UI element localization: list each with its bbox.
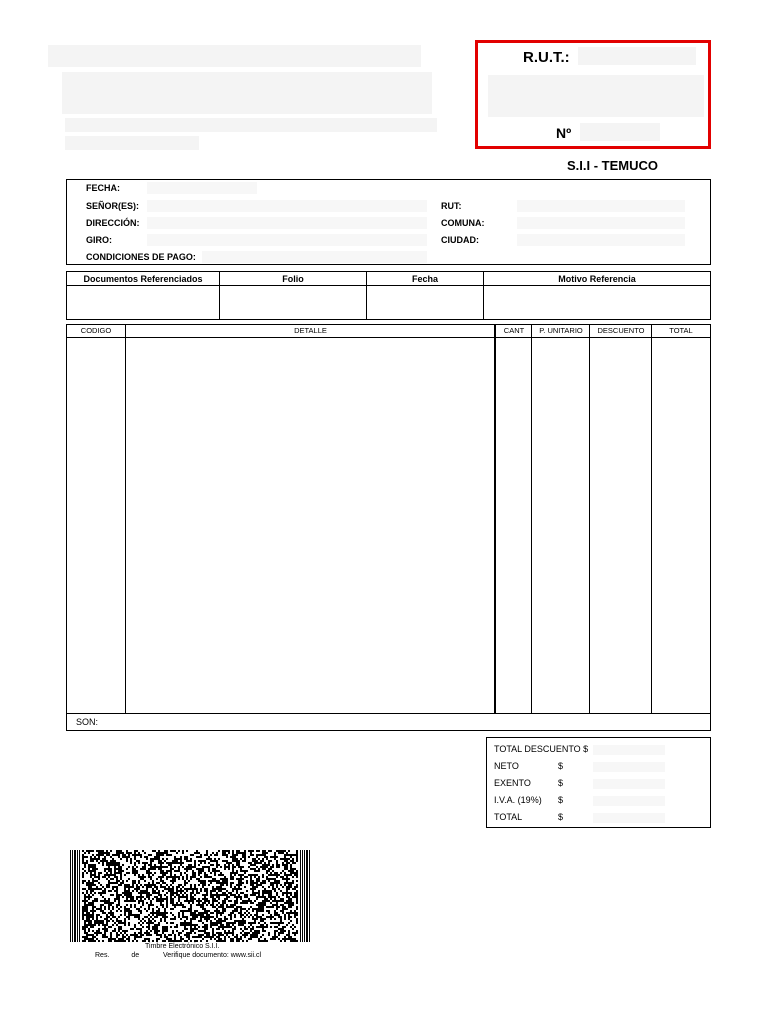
detail-header-row: [67, 325, 710, 338]
fecha-value-redacted: [147, 182, 257, 194]
col-divider: [494, 325, 496, 713]
detail-table: [66, 324, 711, 731]
resolution-line: [95, 952, 261, 959]
giro-label: GIRO:: [86, 235, 112, 245]
ref-cell: [367, 286, 484, 320]
ref-cell: [220, 286, 367, 320]
emitter-name-redacted: [48, 45, 421, 67]
references-empty-row: [67, 286, 711, 320]
res-label: Res.: [95, 952, 110, 959]
client-info-box: [66, 179, 711, 265]
senores-label: SEÑOR(ES):: [86, 201, 140, 211]
col-divider: [531, 325, 532, 713]
rut-label: R.U.T.:: [523, 49, 570, 66]
iva-label: I.V.A. (19%): [494, 795, 542, 805]
senores-value-redacted: [147, 200, 427, 212]
ref-col-documentos: Documentos Referenciados: [67, 272, 220, 286]
exento-label: EXENTO: [494, 778, 531, 788]
neto-label: NETO: [494, 761, 519, 771]
pdf417-barcode: [70, 850, 310, 942]
iva-value-redacted: [593, 796, 665, 806]
total-label: TOTAL: [494, 812, 523, 822]
neto-value-redacted: [593, 762, 665, 772]
exento-currency: $: [558, 778, 564, 788]
references-table: [66, 271, 711, 320]
iva-currency: $: [558, 795, 564, 805]
ciudad-label: CIUDAD:: [441, 235, 479, 245]
ref-col-motivo: Motivo Referencia: [484, 272, 711, 286]
detail-col-detalle: DETALLE: [294, 326, 327, 335]
ref-col-folio: Folio: [220, 272, 367, 286]
detail-col-cant: CANT: [503, 326, 525, 335]
total-currency: $: [558, 812, 564, 822]
condiciones-value-redacted: [202, 251, 427, 263]
son-label: SON:: [76, 717, 99, 727]
direccion-value-redacted: [147, 217, 427, 229]
rut-value-redacted: [578, 47, 696, 65]
totals-box: [486, 737, 711, 828]
detail-col-unitario: P. UNITARIO: [539, 326, 583, 335]
de-label: de: [131, 952, 140, 959]
ciudad-value-redacted: [517, 234, 685, 246]
folio-number-label: Nº: [556, 125, 572, 141]
verify-label: Verifique documento: www.sii.cl: [163, 952, 262, 959]
giro-value-redacted: [147, 234, 427, 246]
timbre-label: Timbre Electrónico S.I.I.: [145, 943, 220, 950]
rut-client-label: RUT:: [441, 201, 462, 211]
col-divider: [651, 325, 652, 713]
ref-col-fecha: Fecha: [367, 272, 484, 286]
comuna-label: COMUNA:: [441, 218, 485, 228]
total-descuento-label: TOTAL DESCUENTO $: [494, 744, 589, 754]
ref-cell: [484, 286, 711, 320]
rut-client-value-redacted: [517, 200, 685, 212]
detail-col-total: TOTAL: [669, 326, 693, 335]
exento-value-redacted: [593, 779, 665, 789]
total-value-redacted: [593, 813, 665, 823]
direccion-label: DIRECCIÓN:: [86, 218, 140, 228]
fecha-label: FECHA:: [86, 183, 120, 193]
col-divider: [589, 325, 590, 713]
ref-cell: [67, 286, 220, 320]
emitter-city-redacted: [65, 136, 199, 150]
doc-type-redacted: [488, 75, 704, 117]
neto-currency: $: [558, 761, 564, 771]
condiciones-label: CONDICIONES DE PAGO:: [86, 252, 196, 262]
document-id-box: [475, 40, 711, 149]
col-divider: [125, 325, 126, 713]
total-descuento-value-redacted: [593, 745, 665, 755]
son-row: [67, 713, 710, 731]
sii-office-label: S.I.I - TEMUCO: [567, 158, 658, 173]
detail-col-codigo: CODIGO: [80, 326, 112, 335]
detail-col-descuento: DESCUENTO: [597, 326, 645, 335]
emitter-address-redacted: [65, 118, 437, 132]
folio-number-redacted: [580, 123, 660, 141]
references-header-row: [67, 272, 711, 286]
emitter-activity-redacted: [62, 72, 432, 114]
comuna-value-redacted: [517, 217, 685, 229]
